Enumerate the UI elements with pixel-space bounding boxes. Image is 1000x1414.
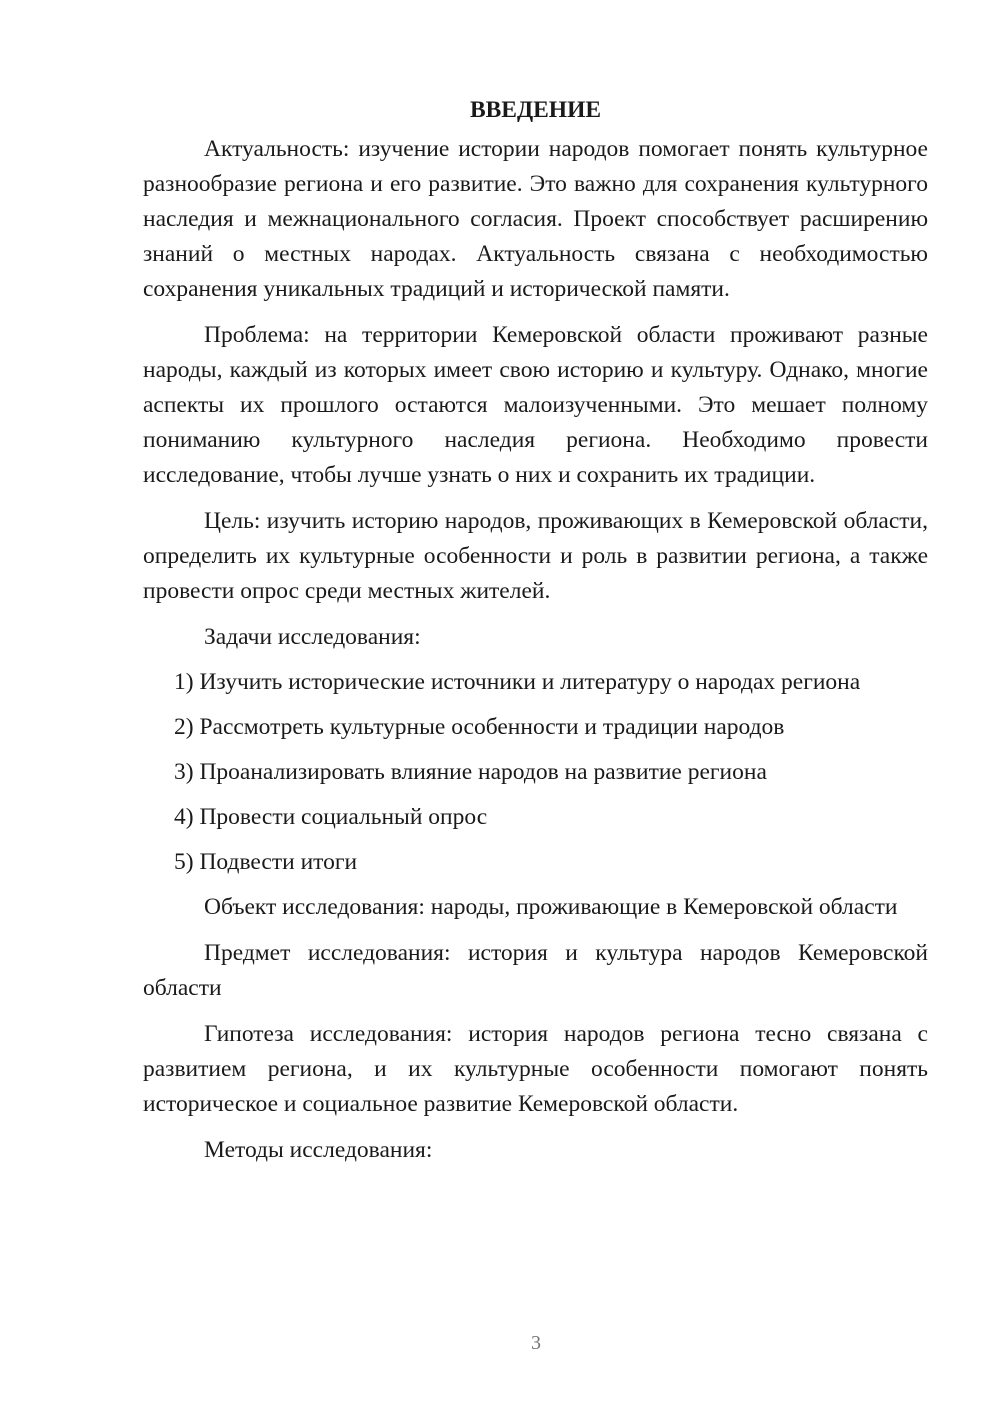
page-number: 3 xyxy=(531,1332,541,1354)
subject-paragraph: Предмет исследования: история и культура народов Кемеровской области xyxy=(143,940,928,1001)
page-title: ВВЕДЕНИЕ xyxy=(469,97,602,123)
list-item: 2) Рассмотреть культурные особенности и традиции народов xyxy=(174,714,785,740)
methods-heading: Методы исследования: xyxy=(204,1137,433,1163)
problem-paragraph: Проблема: на территории Кемеровской области проживают разные народы, каждый из которых имеет свою историю и культуру. Однако, многие аспекты их прошлого остаются малоизученными. Это мешает полному пониманию культурного наследия региона. Необходимо провести исследование, чтобы лучше узнать о них и сохранить их традиции. xyxy=(143,322,928,488)
tasks-list xyxy=(143,665,928,880)
list-item: 4) Провести социальный опрос xyxy=(174,804,488,830)
relevance-paragraph: Актуальность: изучение истории народов помогает понять культурное разнообразие региона и его развитие. Это важно для сохранения культурного наследия и межнационального согласия. Проект способствует расширению знаний о местных народах. Актуальность связана с необходимостью сохранения уникальных традиций и исторической памяти. xyxy=(143,136,928,302)
list-item: 5) Подвести итоги xyxy=(174,849,358,875)
page-body xyxy=(143,93,928,1178)
list-item: 3) Проанализировать влияние народов на развитие региона xyxy=(174,759,767,785)
tasks-heading: Задачи исследования: xyxy=(204,624,421,650)
goal-paragraph: Цель: изучить историю народов, проживающих в Кемеровской области, определить их культурные особенности и роль в развитии региона, а также провести опрос среди местных жителей. xyxy=(143,508,928,604)
hypothesis-paragraph: Гипотеза исследования: история народов региона тесно связана с развитием региона, и их культурные особенности помогают понять историческое и социальное развитие Кемеровской области. xyxy=(143,1021,928,1117)
object-paragraph: Объект исследования: народы, проживающие в Кемеровской области xyxy=(204,894,898,920)
list-item: 1) Изучить исторические источники и литературу о народах региона xyxy=(174,669,861,695)
